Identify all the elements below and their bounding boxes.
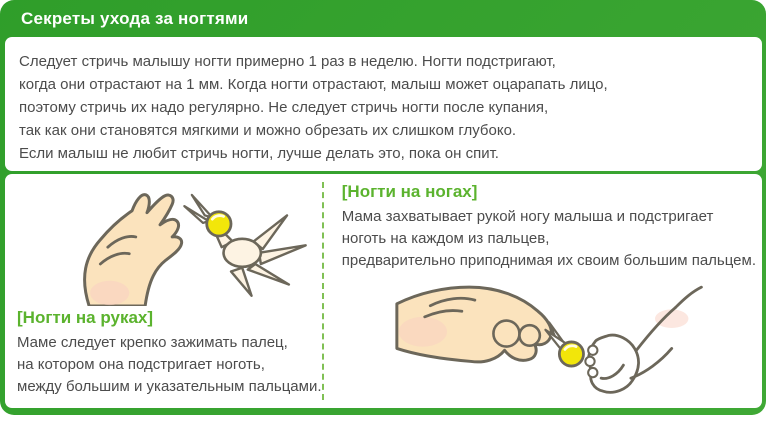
section-toenails [324,174,762,408]
sections-panel [5,174,762,408]
header-bar [5,0,762,37]
section-text-line: на котором она подстригает ноготь, [17,356,265,373]
section-title-fingernails: [Ногти на руках] [17,308,154,327]
trimming-toenails-illustration [390,276,738,406]
nail-scissors-icon [184,195,231,236]
baby-foot-shape [585,287,701,392]
section-text-line: между большим и указательным пальцами. [17,378,322,395]
section-title-toenails: [Ногти на ногах] [341,182,478,201]
intro-line: Следует стричь малышу ногти примерно 1 раз в неделю. Ногти подстригают, [19,53,556,70]
nail-scissors-icon [545,322,583,366]
section-text-line: Маме следует крепко зажимать палец, [17,334,288,351]
section-text-line: предварительно приподнимая их своим большим пальцем. [341,252,756,269]
intro-line: когда они отрастают на 1 мм. Когда ногти отрастают, малыш может оцарапать лицо, [19,76,608,93]
section-text-line: ноготь на каждом из пальцев, [341,230,550,247]
section-text-line: Мама захватывает рукой ногу малыша и подстригает [341,208,714,225]
intro-line: так как они становятся мягкими и можно обрезать их слишком глубоко. [19,122,517,139]
trimming-fingernails-illustration [31,180,319,306]
adult-hand-shape [85,195,182,306]
intro-line: Если малыш не любит стричь ногти, лучше делать это, пока он спит. [19,145,499,162]
page-title: Секреты ухода за ногтями [21,8,249,28]
intro-line: поэтому стричь их надо регулярно. Не следует стричь ногти после купания, [19,99,549,116]
section-fingernails [5,174,322,408]
intro-panel [5,37,762,171]
adult-hand-shape [397,287,551,362]
